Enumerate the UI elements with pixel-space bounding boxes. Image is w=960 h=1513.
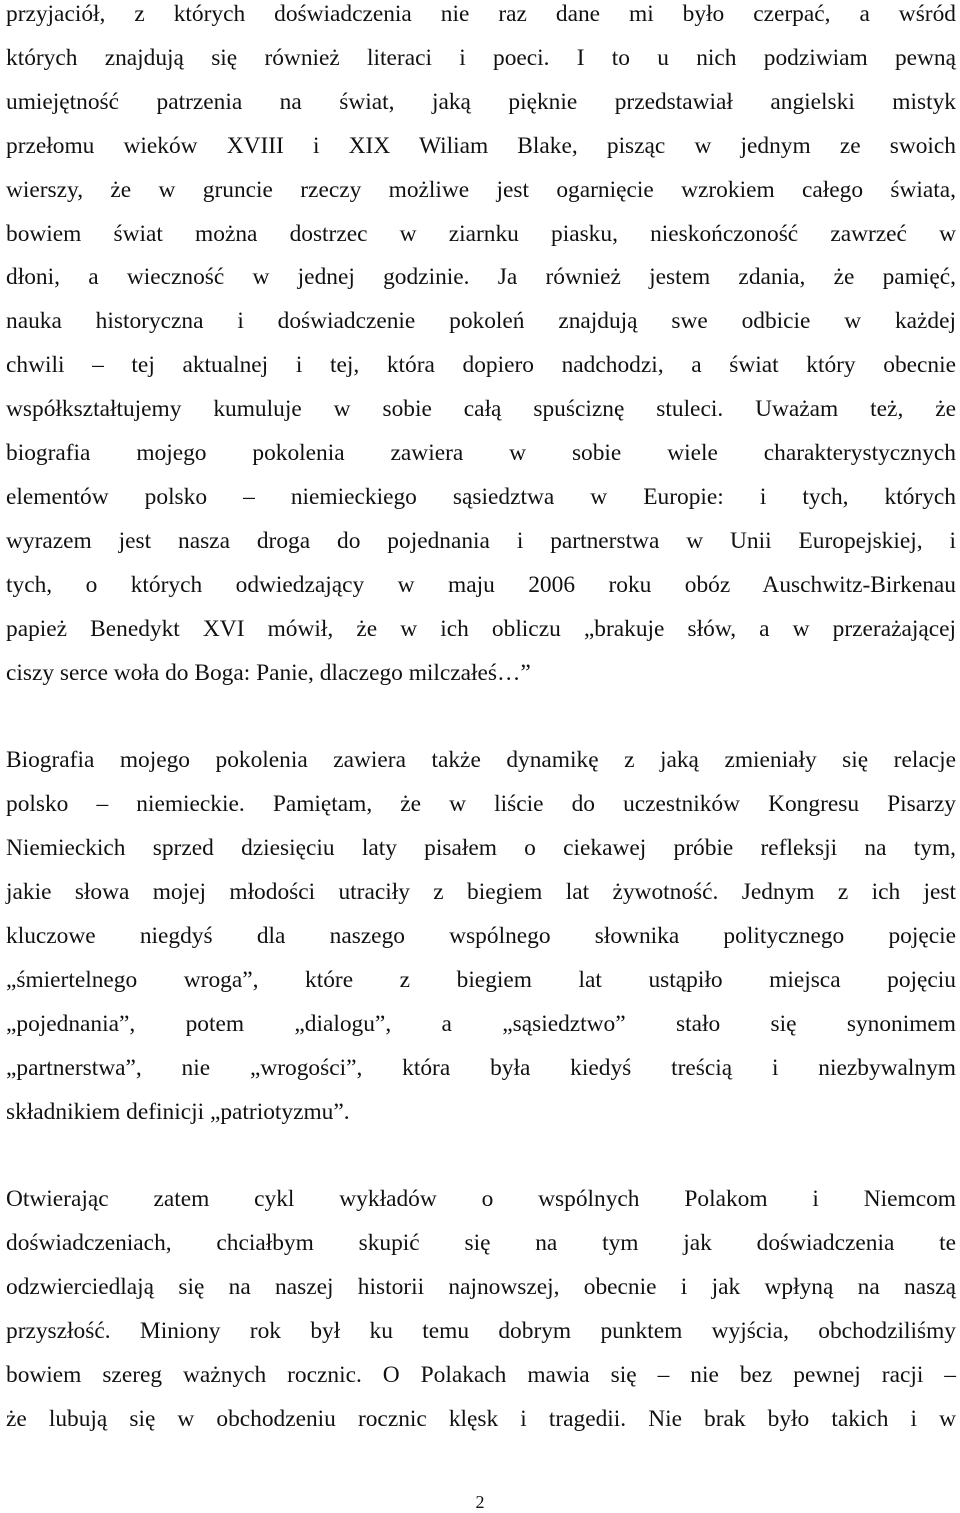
text-line: „śmiertelnego wroga”, które z biegiem lat ustąpiło miejsca pojęciu [6, 966, 956, 993]
text-line: ciszy serce woła do Boga: Panie, dlaczego milczałeś…” [6, 659, 531, 686]
paragraph-2 [6, 739, 956, 1134]
text-line: „partnerstwa”, nie „wrogości”, która była kiedyś treścią i niezbywalnym [6, 1054, 956, 1081]
text-line: przyjaciół, z których doświadczenia nie raz dane mi było czerpać, a wśród [6, 1, 956, 27]
text-line: bowiem świat można dostrzec w ziarnku piasku, nieskończoność zawrzeć w [6, 220, 956, 247]
text-line: biografia mojego pokolenia zawiera w sobie wiele charakterystycznych [6, 440, 956, 467]
text-line: jakie słowa mojej młodości utraciły z biegiem lat żywotność. Jednym z ich jest [6, 879, 956, 906]
page-number: 2 [475, 1492, 485, 1512]
text-line: nauka historyczna i doświadczenie pokoleń znajdują swe odbicie w każdej [6, 308, 956, 335]
text-line: współkształtujemy kumuluje w sobie całą spuściznę stuleci. Uważam też, że [6, 396, 956, 423]
text-line: Niemieckich sprzed dziesięciu laty pisałem o ciekawej próbie refleksji na tym, [6, 835, 956, 862]
text-line: przełomu wieków XVIII i XIX Wiliam Blake, pisząc w jednym ze swoich [6, 132, 956, 159]
text-line: bowiem szereg ważnych rocznic. O Polakach mawia się – nie bez pewnej racji – [6, 1362, 956, 1389]
paragraph-1 [6, 0, 956, 696]
text-line: „pojednania”, potem „dialogu”, a „sąsiedztwo” stało się synonimem [6, 1010, 956, 1037]
text-line: przyszłość. Miniony rok był ku temu dobrym punktem wyjścia, obchodziliśmy [6, 1318, 956, 1345]
text-line: odzwierciedlają się na naszej historii najnowszej, obecnie i jak wpłyną na naszą [6, 1274, 956, 1301]
text-line: chwili – tej aktualnej i tej, która dopiero nadchodzi, a świat który obecnie [6, 352, 956, 379]
text-line: wierszy, że w gruncie rzeczy możliwe jest ogarnięcie wzrokiem całego świata, [6, 176, 956, 203]
text-line: tych, o których odwiedzający w maju 2006 roku obóz Auschwitz-Birkenau [6, 571, 956, 598]
paragraph-spacer [6, 696, 956, 740]
paragraph-3 [6, 1178, 956, 1441]
text-line: Biografia mojego pokolenia zawiera także dynamikę z jaką zmieniały się relacje [6, 747, 956, 774]
text-line: Otwierając zatem cykl wykładów o wspólnych Polakom i Niemcom [6, 1186, 956, 1213]
text-line: elementów polsko – niemieckiego sąsiedztwa w Europie: i tych, których [6, 483, 956, 510]
text-line: składnikiem definicji „patriotyzmu”. [6, 1098, 350, 1125]
text-line: doświadczeniach, chciałbym skupić się na tym jak doświadczenia te [6, 1230, 956, 1257]
paragraph-spacer [6, 1135, 956, 1179]
text-line: dłoni, a wieczność w jednej godzinie. Ja również jestem zdania, że pamięć, [6, 264, 956, 291]
text-line: których znajdują się również literaci i poeci. I to u nich podziwiam pewną [6, 44, 956, 71]
text-line: umiejętność patrzenia na świat, jaką pięknie przedstawiał angielski mistyk [6, 88, 956, 115]
text-line: papież Benedykt XVI mówił, że w ich obliczu „brakuje słów, a w przerażającej [6, 615, 956, 642]
text-line: kluczowe niegdyś dla naszego wspólnego słownika politycznego pojęcie [6, 923, 956, 950]
text-line: polsko – niemieckie. Pamiętam, że w liście do uczestników Kongresu Pisarzy [6, 791, 956, 818]
text-line: wyrazem jest nasza droga do pojednania i partnerstwa w Unii Europejskiej, i [6, 527, 956, 554]
document-page [6, 0, 956, 1442]
text-line: że lubują się w obchodzeniu rocznic klęsk i tragedii. Nie brak było takich i w [6, 1405, 956, 1432]
